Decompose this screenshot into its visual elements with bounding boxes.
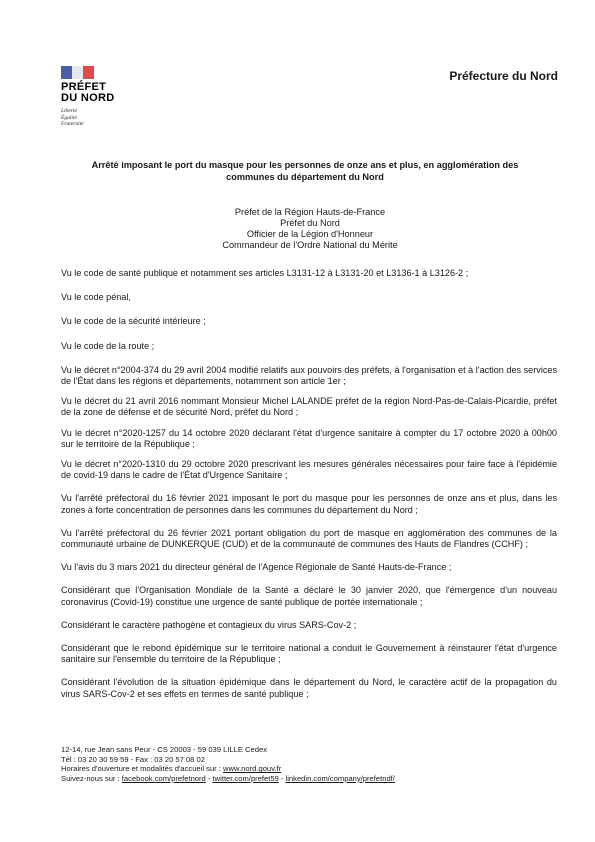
- prefecture-name: Préfecture du Nord: [449, 69, 558, 83]
- document-body: [61, 268, 557, 700]
- paragraph: Vu l'avis du 3 mars 2021 du directeur général de l'Agence Régionale de Santé Hauts-de-France ;: [61, 562, 452, 573]
- authority-line: Préfet de la Région Hauts-de-France: [234, 207, 386, 217]
- paragraph: Considérant que le rebond épidémique sur le territoire national a conduit le Gouvernement à réinstaurer l'état d'urgence sanitaire sur l'ensemble du territoire de la République ;: [61, 643, 557, 665]
- motto-liberte: Liberté: [61, 108, 77, 114]
- footer-follow-label: Suivez-nous sur :: [61, 773, 122, 783]
- facebook-link[interactable]: facebook.com/prefetnord: [121, 773, 206, 783]
- paragraph: Vu le décret n°2004-374 du 29 avril 2004 modifié relatifs aux pouvoirs des préfets, à l'organisation et à l'action des services de l'État dans les régions et départements, notamment son article 1er ;: [61, 364, 557, 387]
- paragraph: Considérant le caractère pathogène et contagieux du virus SARS-Cov-2 ;: [61, 619, 357, 630]
- motto-fraternite: Fraternité: [61, 121, 84, 127]
- paragraph: Vu le code de la sécurité intérieure ;: [61, 316, 206, 327]
- logo-line1: PRÉFET: [61, 81, 107, 93]
- footer: [61, 745, 531, 783]
- paragraph: Vu le décret n°2020-1310 du 29 octobre 2020 prescrivant les mesures générales nécessaires pour faire face à l'épidémie de covid-19 dans le cadre de l'État d'Urgence Sanitaire ;: [61, 459, 557, 481]
- logo-line2: DU NORD: [61, 92, 115, 104]
- prefet-logo: [61, 66, 131, 128]
- paragraph: Vu le décret du 21 avril 2016 nommant Monsieur Michel LALANDE préfet de la région Nord-Pas-de-Calais-Picardie, préfet de la zone de défense et de sécurité Nord, préfet du Nord ;: [61, 396, 557, 418]
- paragraph: Vu le décret n°2020-1257 du 14 octobre 2020 déclarant l'état d'urgence sanitaire à compter du 17 octobre 2020 à 00h00 sur le territoire de la République ;: [61, 427, 557, 449]
- paragraph: Vu l'arrêté préfectoral du 16 février 2021 imposant le port du masque pour les personnes de onze ans et plus, dans les zones à forte concentration de personnes dans les communes du département du Nord ;: [61, 493, 557, 515]
- twitter-link[interactable]: twitter.com/prefet59: [212, 773, 279, 783]
- paragraph: Considérant l'évolution de la situation épidémique dans le département du Nord, le caractère actif de la propagation du virus SARS-Cov-2 et ses effets en termes de santé publique ;: [61, 677, 557, 699]
- footer-address: 12-14, rue Jean sans Peur - CS 20003 - 59 039 LILLE Cedex: [61, 745, 268, 754]
- paragraph: Vu le code de la route ;: [61, 340, 155, 351]
- website-link[interactable]: www.nord.gouv.fr: [223, 764, 282, 774]
- paragraph: Vu l'arrêté préfectoral du 26 février 2021 portant obligation du port de masque en agglomération des communes de la communauté urbaine de DUNKERQUE (CUD) et de la communauté de communes des Hauts de Flandres (CCHF) ;: [61, 527, 557, 550]
- footer-hours-label: Horaires d'ouverture et modalités d'accueil sur :: [61, 764, 224, 774]
- motto-egalite: Égalité: [61, 114, 77, 121]
- paragraph: Vu le code de santé publique et notamment ses articles L3131-12 à L3131-20 et L3136-1 à L3126-2 ;: [61, 268, 469, 278]
- marianne-flag-icon: [61, 66, 94, 79]
- paragraph: Considérant que l'Organisation Mondiale de la Santé a déclaré le 30 janvier 2020, que l'émergence d'un nouveau coronavirus (Covid-19) constitue une urgence de santé publique de portée internationale ;: [61, 585, 557, 607]
- authority-line: Commandeur de l'Ordre National du Mérite: [222, 240, 398, 250]
- document-title: Arrêté imposant le port du masque pour les personnes de onze ans et plus, en agglomération des communes du département du Nord: [91, 160, 519, 182]
- linkedin-link[interactable]: linkedin.com/company/prefetndf/: [285, 773, 395, 783]
- footer-hours: [61, 764, 531, 774]
- footer-social: Suivez-nous sur : facebook.com/prefetnord - twitter.com/prefet59 - linkedin.com/company/prefetndf/: [61, 773, 395, 783]
- motto: [61, 108, 131, 128]
- footer-phone: Tél : 03 20 30 59 59 - Fax : 03 20 57 08 02: [61, 754, 205, 764]
- logo-text: [61, 82, 131, 104]
- authority-line: Préfet du Nord: [280, 218, 340, 228]
- paragraph: Vu le code pénal,: [61, 292, 131, 303]
- authority-line: Officier de la Légion d'Honneur: [246, 229, 374, 239]
- authority-block: [160, 207, 460, 251]
